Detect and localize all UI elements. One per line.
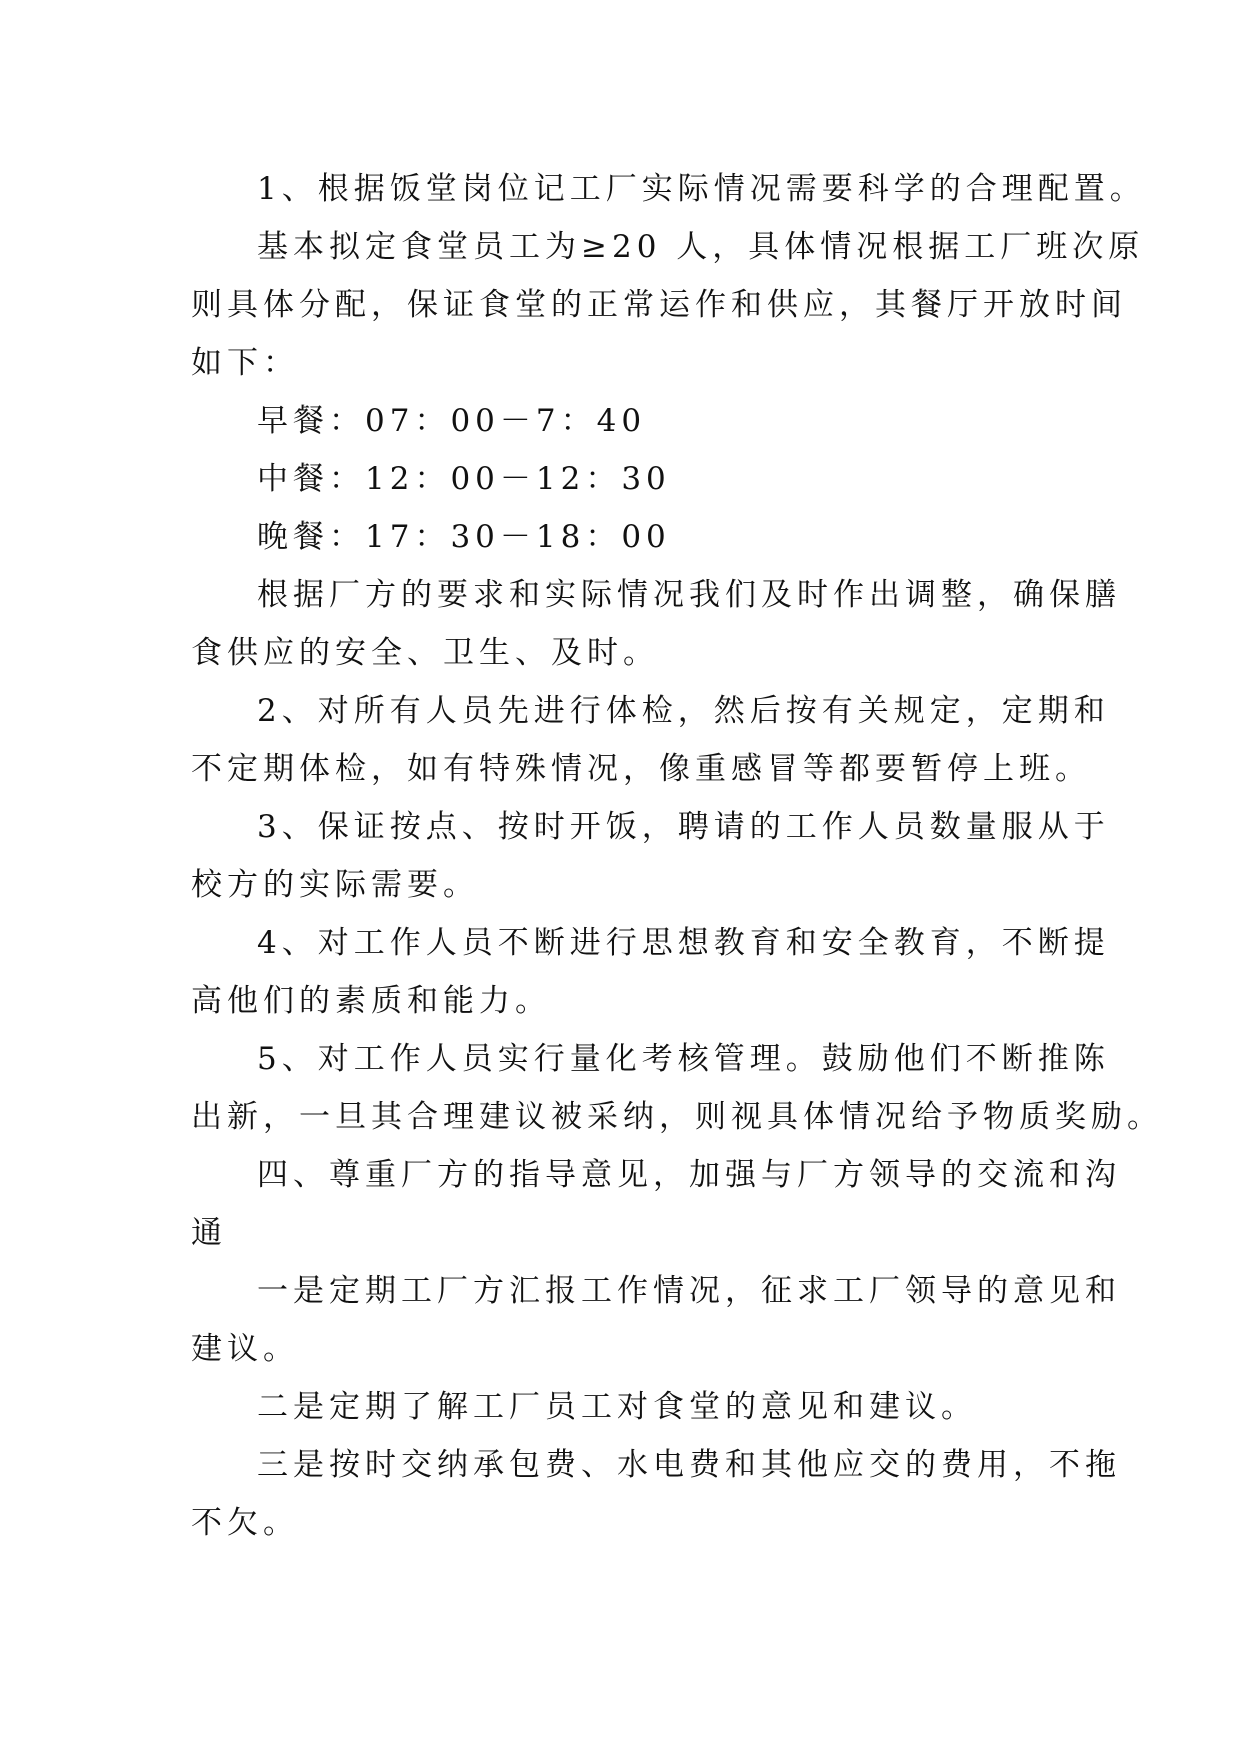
paragraph-line: 1、根据饭堂岗位记工厂实际情况需要科学的合理配置。: [257, 171, 1146, 207]
paragraph-line: 不定期体检，如有特殊情况，像重感冒等都要暂停上班。: [191, 751, 1091, 787]
paragraph-line: 建议。: [191, 1331, 299, 1367]
paragraph-line: 三是按时交纳承包费、水电费和其他应交的费用，不拖: [257, 1447, 1121, 1483]
paragraph-line: 根据厂方的要求和实际情况我们及时作出调整，确保膳: [257, 577, 1121, 613]
paragraph-line: 基本拟定食堂员工为≥20 人，具体情况根据工厂班次原: [257, 229, 1145, 265]
paragraph-line: 二是定期了解工厂员工对食堂的意见和建议。: [257, 1389, 977, 1425]
schedule-dinner: 晚餐：17：30－18：00: [257, 519, 671, 555]
paragraph-line: 食供应的安全、卫生、及时。: [191, 635, 659, 671]
document-body: [191, 160, 1163, 1552]
section-heading: 四、尊重厂方的指导意见，加强与厂方领导的交流和沟: [257, 1157, 1121, 1193]
paragraph-line: 一是定期工厂方汇报工作情况，征求工厂领导的意见和: [257, 1273, 1121, 1309]
paragraph-line: 高他们的素质和能力。: [191, 983, 551, 1019]
paragraph-line: 2、对所有人员先进行体检，然后按有关规定，定期和: [257, 693, 1110, 729]
paragraph-line: 不欠。: [191, 1505, 299, 1541]
paragraph-line: 4、对工作人员不断进行思想教育和安全教育，不断提: [257, 925, 1110, 961]
paragraph-line: 校方的实际需要。: [191, 867, 479, 903]
paragraph-line: 5、对工作人员实行量化考核管理。鼓励他们不断推陈: [257, 1041, 1110, 1077]
paragraph-line: 出新，一旦其合理建议被采纳，则视具体情况给予物质奖励。: [191, 1099, 1163, 1135]
paragraph-line: 3、保证按点、按时开饭，聘请的工作人员数量服从于: [257, 809, 1110, 845]
section-heading-continued: 通: [191, 1215, 227, 1251]
paragraph-line: 如下：: [191, 345, 299, 381]
schedule-breakfast: 早餐：07：00－7：40: [257, 403, 647, 439]
schedule-lunch: 中餐：12：00－12：30: [257, 461, 671, 497]
paragraph-line: 则具体分配，保证食堂的正常运作和供应，其餐厅开放时间: [191, 287, 1127, 323]
